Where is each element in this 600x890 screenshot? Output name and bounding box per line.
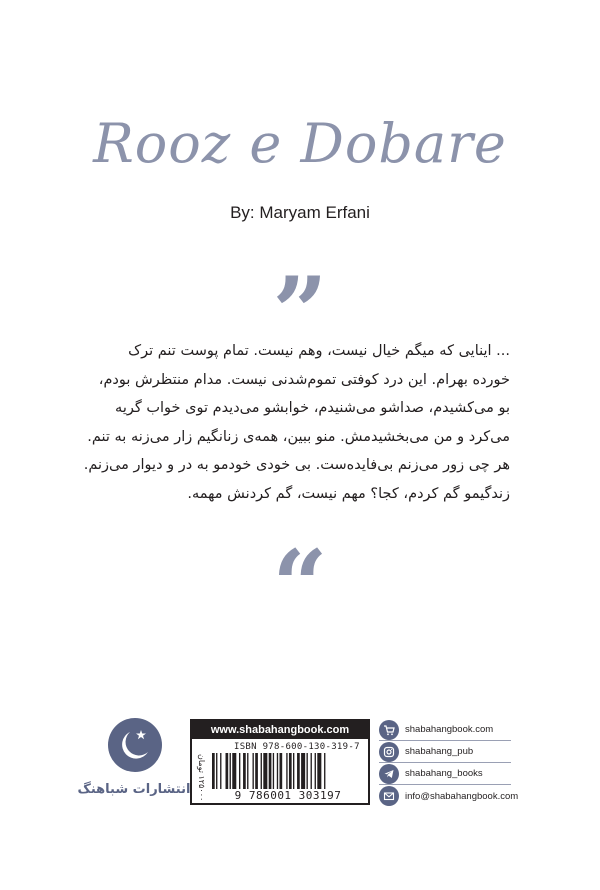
blurb-line: ... اینایی که میگم خیال نیست، وهم نیست. تمام پوست تنم ترک bbox=[128, 343, 510, 359]
book-title: Rooz e Dobare bbox=[93, 112, 507, 175]
blurb-text bbox=[83, 337, 510, 508]
blurb-line: هر چی زور می‌زنم بی‌فایده‌ست. بی خودی خودمو به در و دیوار می‌زنم. bbox=[83, 457, 510, 473]
contact-telegram bbox=[379, 763, 511, 785]
mail-icon bbox=[379, 786, 399, 806]
contact-email bbox=[379, 785, 519, 807]
contact-instagram bbox=[379, 741, 511, 763]
blurb-line: بو می‌کشیدم، صداشو می‌شنیدم، خوابشو می‌دیدم توی خواب گریه bbox=[115, 400, 510, 416]
price-text: ۱۲۵۰۰۰ تومان bbox=[197, 753, 206, 801]
telegram-icon bbox=[379, 764, 399, 784]
contact-instagram-text: shabahang_pub bbox=[405, 746, 474, 757]
cart-icon bbox=[379, 720, 399, 740]
quote-open-mark: ” bbox=[272, 256, 328, 369]
contact-email-text: info@shabahangbook.com bbox=[405, 790, 519, 802]
instagram-icon bbox=[379, 742, 399, 762]
contact-list bbox=[379, 719, 519, 807]
barcode-digits: 9 786001 303197 bbox=[234, 789, 342, 802]
website-banner: www.shabahangbook.com bbox=[192, 721, 368, 739]
barcode-box bbox=[190, 719, 370, 805]
contact-telegram-text: shabahang_books bbox=[405, 768, 483, 779]
isbn-text: ISBN 978-600-130-319-7 bbox=[234, 742, 360, 752]
blurb-line: می‌کرد و من می‌بخشیدمش. منو ببین، همه‌ی زنانگیم زار می‌زنه به تنم. bbox=[87, 428, 510, 445]
contact-website-text: shabahangbook.com bbox=[405, 724, 494, 735]
blurb-line: خورده بهرام. این درد کوفتی تموم‌شدنی نیست. مدام منتظرش بودم، bbox=[98, 371, 510, 388]
moon-star-logo-icon bbox=[108, 718, 162, 772]
barcode-bars bbox=[212, 753, 362, 789]
publisher-name: انتشارات شباهنگ bbox=[77, 782, 191, 797]
contact-website bbox=[379, 719, 511, 741]
author-line: By: Maryam Erfani bbox=[230, 203, 370, 222]
blurb-line: زندگیمو گم کردم، کجا؟ مهم نیست، گم کردنش مهمه. bbox=[187, 485, 510, 502]
quote-close-mark: “ bbox=[272, 529, 328, 642]
